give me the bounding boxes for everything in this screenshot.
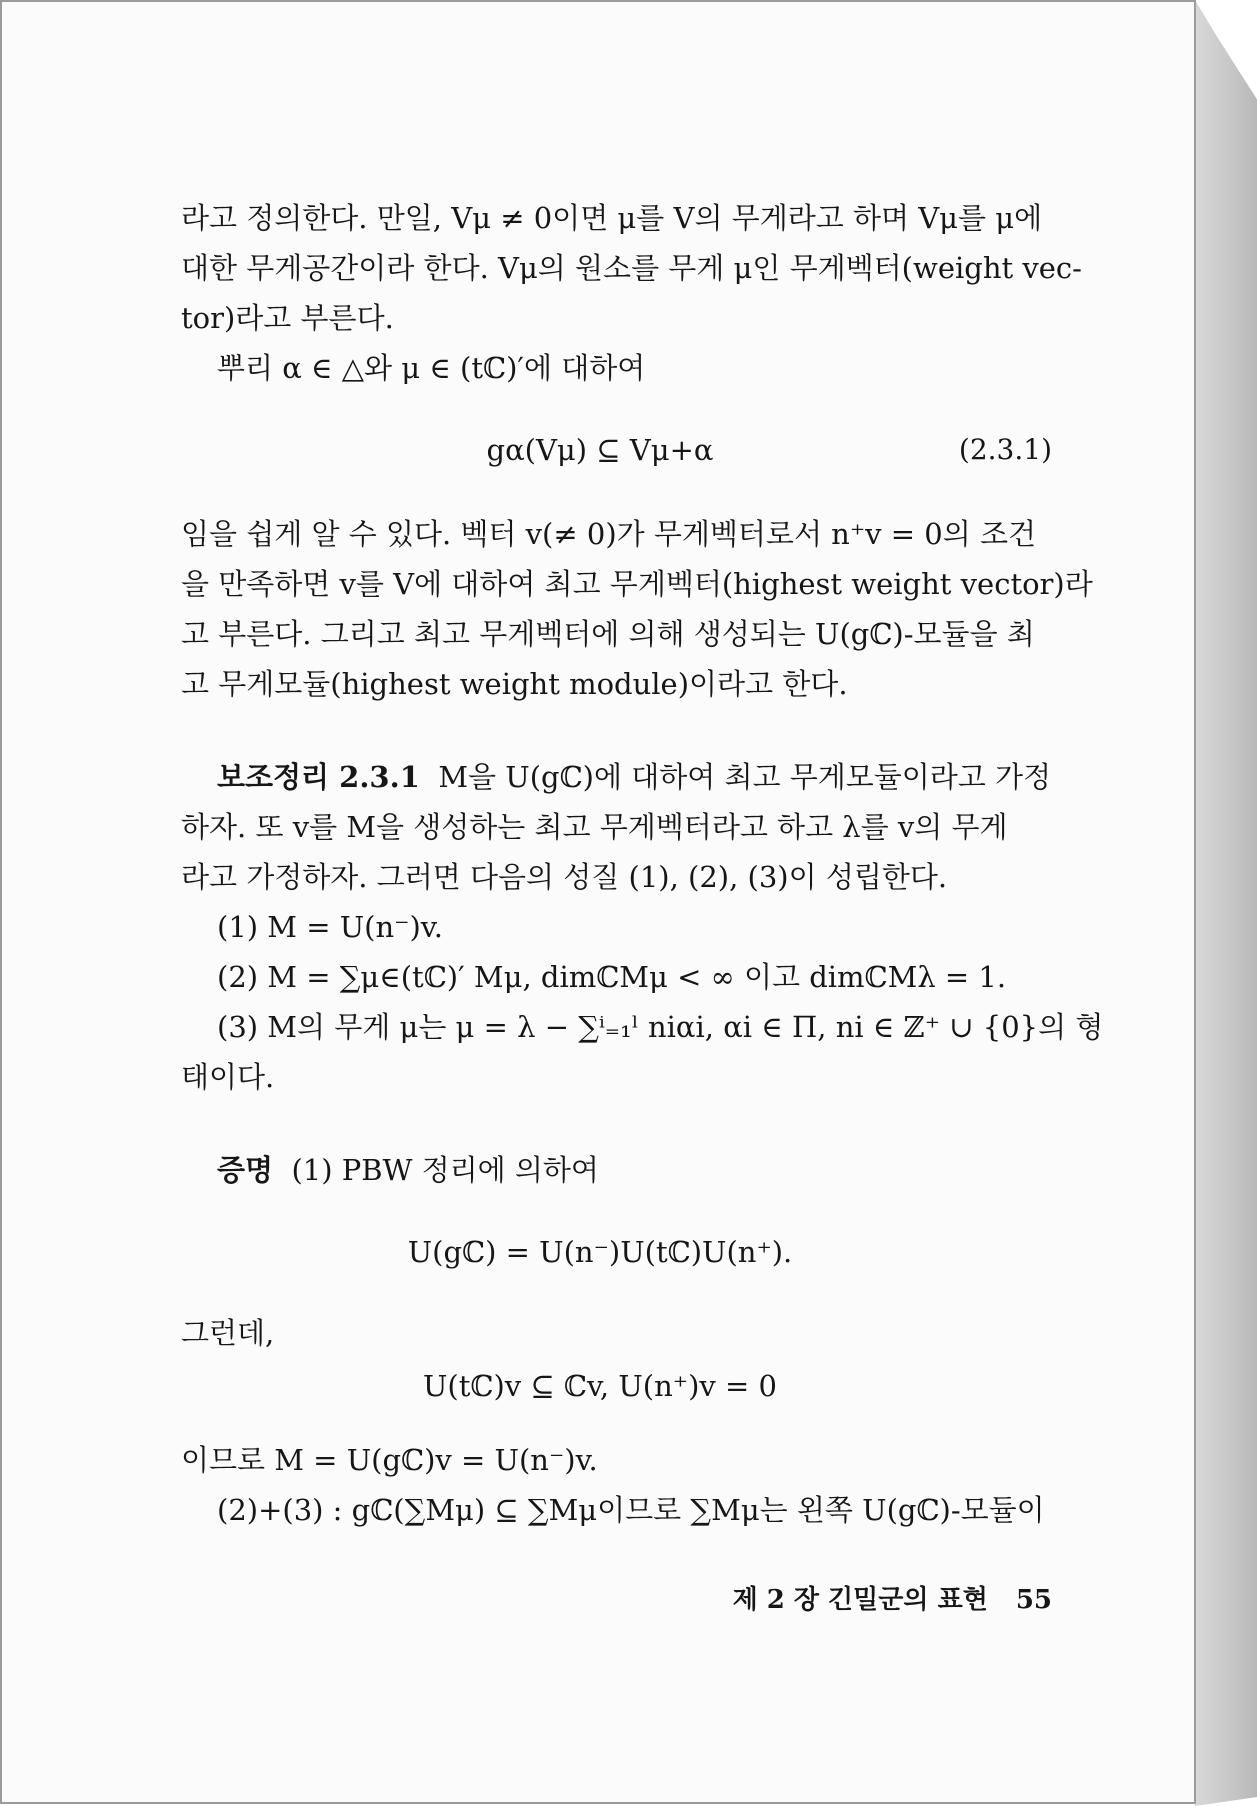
lemma-line-3: 라고 가정하자. 그러면 다음의 성질 (1), (2), (3)이 성립한다. <box>181 860 948 894</box>
proof-intro: (1) PBW 정리에 의하여 <box>291 1153 599 1187</box>
proof-then: 그런데, <box>181 1316 275 1350</box>
text-line-6: 을 만족하면 v를 V에 대하여 최고 무게벡터(highest weight vector)라 <box>181 567 1093 601</box>
text-line-4: 뿌리 α ∈ △와 μ ∈ (tℂ)′에 대하여 <box>217 351 646 385</box>
text-line-5: 임을 쉽게 알 수 있다. 벡터 v(≠ 0)가 무게벡터로서 n⁺v = 0의 조건 <box>181 517 1036 551</box>
lemma-item-3: (3) M의 무게 μ는 μ = λ − ∑ⁱ₌₁ˡ niαi, αi ∈ Π, ni ∈ ℤ⁺ ∪ {0}의 형 <box>217 1010 1104 1044</box>
lemma-item-2: (2) M = ∑μ∈(tℂ)′ Mμ, dimℂMμ < ∞ 이고 dimℂMλ = 1. <box>217 960 1007 994</box>
lemma-line-7: 태이다. <box>181 1060 275 1094</box>
chapter-title: 제 2 장 긴밀군의 표현 <box>732 1585 988 1615</box>
proof-equation-1: U(gℂ) = U(n⁻)U(tℂ)U(n⁺). <box>407 1235 793 1269</box>
lemma-title: 보조정리 2.3.1 <box>217 760 420 794</box>
equation-number: (2.3.1) <box>958 433 1052 466</box>
page-footer <box>733 1579 1052 1616</box>
proof-first-line <box>217 1152 599 1188</box>
proof-result: 이므로 M = U(gℂ)v = U(n⁻)v. <box>181 1443 598 1477</box>
lemma-item-1: (1) M = U(n⁻)v. <box>217 910 443 944</box>
text-line-8: 고 무게모듈(highest weight module)이라고 한다. <box>181 667 848 701</box>
proof-title: 증명 <box>217 1153 274 1187</box>
proof-next: (2)+(3) : gℂ(∑Mμ) ⊆ ∑Mμ이므로 ∑Mμ는 왼쪽 U(gℂ)-모듈이 <box>217 1493 1045 1527</box>
text-line-2: 대한 무게공간이라 한다. Vμ의 원소를 무게 μ인 무게벡터(weight vec- <box>181 251 1082 285</box>
text-line-7: 고 부른다. 그리고 최고 무게벡터에 의해 생성되는 U(gℂ)-모듈을 최 <box>181 617 1035 651</box>
text-line-1: 라고 정의한다. 만일, Vμ ≠ 0이면 μ를 V의 무게라고 하며 Vμ를 μ에 <box>181 201 1043 235</box>
lemma-text: M을 U(gℂ)에 대하여 최고 무게모듈이라고 가정 <box>438 760 1052 794</box>
lemma-line-2: 하자. 또 v를 M을 생성하는 최고 무게벡터라고 하고 λ를 v의 무게 <box>181 810 1008 844</box>
book-page-edge <box>1195 0 1257 1806</box>
text-line-3: tor)라고 부른다. <box>181 301 394 335</box>
page-number: 55 <box>1015 1585 1052 1615</box>
equation-2-3-1: gα(Vμ) ⊆ Vμ+α <box>486 433 714 467</box>
lemma-first-line <box>217 759 1051 795</box>
proof-equation-2: U(tℂ)v ⊆ ℂv, U(n⁺)v = 0 <box>422 1369 777 1403</box>
